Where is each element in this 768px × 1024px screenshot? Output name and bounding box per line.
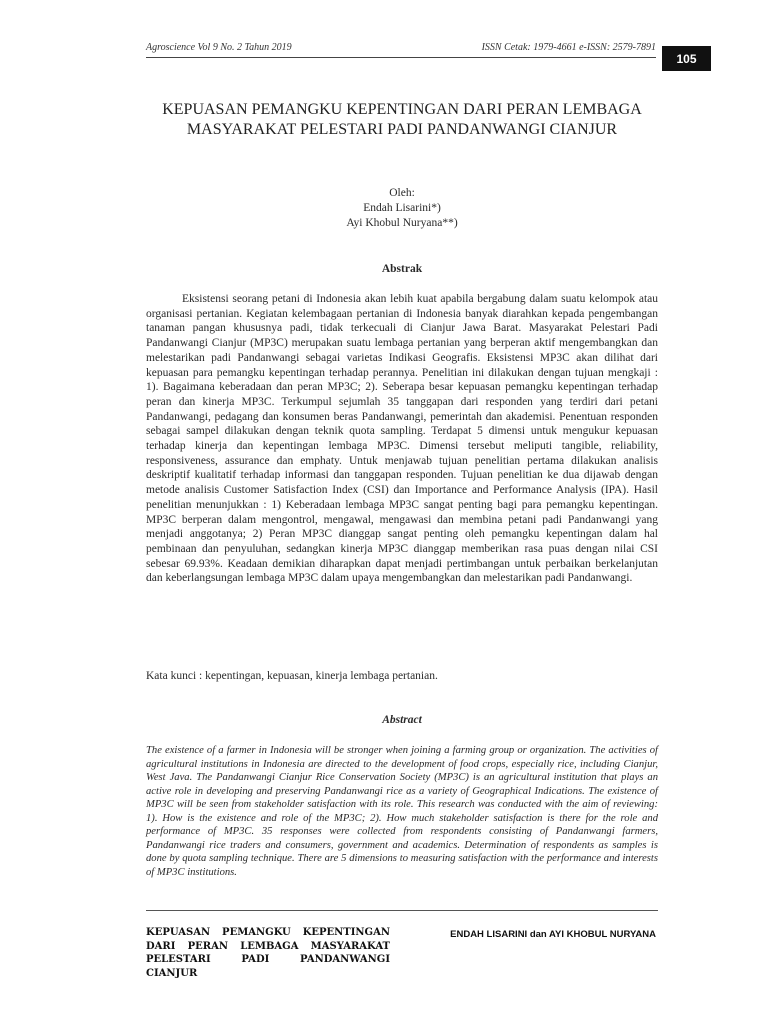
abstrak-body: Eksistensi seorang petani di Indonesia akan lebih kuat apabila bergabung dalam suatu kelompok atau organisasi pertanian. Kegiatan kelembagaan pertanian di Indonesia banyak diarahkan kepada pengembangan tanaman pangan khususnya padi, tidak terkecuali di Cianjur Jawa Barat. Masyarakat Pelestari Padi Pandanwangi Cianjur (MP3C) merupakan suatu lembaga pertanian yang berperan aktif mengembangkan dan melestarikan padi Pandanwangi sebagai varietas Indikasi Geografis. Eksistensi MP3C akan dilihat dari kepuasan para pemangku kepentingan terhadap perannya. Penelitian ini dilakukan dengan tujuan mengkaji : 1). Bagaimana keberadaan dan peran MP3C; 2). Seberapa besar kepuasan pemangku kepentingan terhadap peran dan kinerja MP3C. Terkumpul sejumlah 35 tanggapan dari responden yang terdiri dari petani Pandanwangi, pedagang dan konsumen beras Pandanwangi, pemerintah dan akademisi. Penentuan responden sebagai sampel dilakukan dengan teknik quota sampling. Terdapat 5 dimensi untuk mengukur kepuasan terhadap kinerja dan kepentingan lembaga MP3C. Dimensi tersebut meliputi tangible, reliability, responsiveness, assurance dan emphaty. Untuk menjawab tujuan penelitian pertama dilakukan analisis deskriptif kualitatif terhadap informasi dan tanggapan responden. Tujuan penelitian ke dua dijawab dengan metode analisis Customer Satisfaction Index (CSI) dan Importance and Performance Analysis (IPA). Hasil penelitian menunjukkan : 1) Keberadaan lembaga MP3C sangat penting bagi para pemangku kepentingan. MP3C berperan dalam mengontrol, mengawal, mengawasi dan membina petani padi Pandanwangi yang menjadi anggotanya; 2) Peran MP3C dianggap sangat penting oleh pemangku kepentingan dalam hal pembinaan dan penyuluhan, sedangkan kinerja MP3C dianggap memberikan rasa puas dengan nilai CSI sebesar 69.93%. Keadaan demikian diharapkan dapat menjadi pertimbangan untuk perbaikan berkelanjutan dan keberlangsungan lembaga MP3C dalam upaya mengembangkan dan melestarikan padi Pandanwangi.	[146, 293, 658, 585]
footer-short-title	[146, 926, 390, 980]
footer-divider	[146, 910, 658, 911]
abstract-heading: Abstract	[382, 714, 422, 726]
footer-authors: ENDAH LISARINI dan AYI KHOBUL NURYANA	[450, 929, 656, 940]
abstract-body: The existence of a farmer in Indonesia will be stronger when joining a farming group or organization. The activities of agricultural institutions in Indonesia are directed to the development of food crops, especially rice, including Cianjur, West Java. The Pandanwangi Cianjur Rice Conservation Society (MP3C) is an agricultural institution that plays an active role in developing and preserving Pandanwangi rice as a variety of Geographical Indications. The existence of MP3C will be seen from stakeholder satisfaction with its role. This research was conducted with the aim of reviewing: 1). How is the existence and role of the MP3C; 2). How much stakeholder satisfaction is there for the role and performance of MP3C. 35 responses were collected from respondents consisting of Pandanwangi farmers, Pandanwangi rice traders and consumers, government and academics. Determination of respondents as samples is done by quota sampling technique. There are 5 dimensions to measuring satisfaction with the performance and interests of MP3C institutions.	[146, 745, 658, 878]
keywords: Kata kunci : kepentingan, kepuasan, kinerja lembaga pertanian.	[146, 670, 438, 682]
author-name-2: Ayi Khobul Nuryana**)	[346, 217, 458, 229]
footer-title-line: DARI PERAN LEMBAGA MASYARAKAT	[146, 940, 390, 952]
footer-title-line: PELESTARI PADI PANDANWANGI CIANJUR	[146, 954, 390, 979]
abstrak-heading: Abstrak	[381, 263, 423, 275]
paper-title: KEPUASAN PEMANGKU KEPENTINGAN DARI PERAN LEMBAGA MASYARAKAT PELESTARI PADI PANDANWANGI CIANJUR	[162, 101, 642, 138]
header-divider	[146, 57, 656, 58]
author-block	[146, 186, 658, 231]
issn-info: ISSN Cetak: 1979-4661 e-ISSN: 2579-7891	[481, 42, 656, 53]
author-name-1: Endah Lisarini*)	[363, 202, 441, 214]
footer-title-line: KEPUASAN PEMANGKU KEPENTINGAN	[146, 927, 390, 938]
by-label: Oleh:	[389, 187, 415, 199]
journal-citation: Agroscience Vol 9 No. 2 Tahun 2019	[146, 42, 292, 53]
page-number-badge: 105	[662, 46, 711, 71]
running-header	[146, 42, 656, 53]
